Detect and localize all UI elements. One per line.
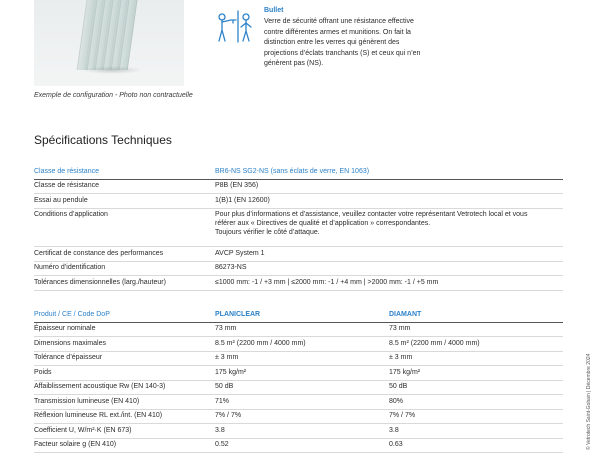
bullet-description-line: génèrent pas (NS). (264, 60, 324, 67)
diamant-value: 80% (389, 395, 563, 410)
row-label: Réflexion lumineuse RL ext./int. (EN 410) (34, 409, 215, 424)
table-row (34, 395, 563, 410)
row-value: AVCP System 1 (215, 247, 563, 262)
table-row (34, 276, 563, 291)
row-label: Épaisseur nominale (34, 322, 215, 337)
planiclear-value: 50 dB (215, 380, 389, 395)
diamant-value: 73 mm (389, 322, 563, 337)
row-value: P8B (EN 356) (215, 179, 563, 194)
spec-header-value: BR6-NS SG2-NS (sans éclats de verre, EN 1063) (215, 165, 563, 179)
spec-table-header (34, 165, 563, 179)
bullet-description-line: Verre de sécurité offrant une résistance effective (264, 18, 414, 25)
diamant-value: 7% / 7% (389, 409, 563, 424)
shooter-and-person-icon (214, 8, 254, 44)
table-row (34, 438, 563, 453)
table-row (34, 322, 563, 337)
row-value-line: Pour plus d’informations et d’assistance, veuillez contacter votre représentant Vetrotech local et vous (215, 211, 528, 218)
spec-table (34, 165, 563, 291)
table-row (34, 424, 563, 439)
planiclear-value: 71% (215, 395, 389, 410)
row-label: Certificat de constance des performances (34, 247, 215, 262)
copyright-note: © Vetrotech Saint-Gobain | Décembre 2024 (586, 353, 592, 450)
table-row (34, 247, 563, 262)
diamant-value: 8.5 m² (2200 mm / 4000 mm) (389, 337, 563, 352)
diamant-value: 3.8 (389, 424, 563, 439)
row-label: Dimensions maximales (34, 337, 215, 352)
planiclear-value: 73 mm (215, 322, 389, 337)
header-product: Produit / CE / Code DoP (34, 308, 215, 322)
bullet-description (264, 17, 454, 70)
bullet-description-line: distinction entre les verres qui génèrent des (264, 39, 400, 46)
product-photo (34, 0, 184, 86)
row-value: 86273-NS (215, 261, 563, 276)
table-row (34, 208, 563, 247)
row-value: 1(B)1 (EN 12600) (215, 194, 563, 209)
row-label: Conditions d’application (34, 208, 215, 247)
row-label: Coefficient U, W/m²·K (EN 673) (34, 424, 215, 439)
planiclear-value: 175 kg/m² (215, 366, 389, 381)
table-row (34, 351, 563, 366)
header-planiclear: PLANICLEAR (215, 308, 389, 322)
section-title: Spécifications Techniques (34, 133, 172, 147)
product-table (34, 308, 563, 453)
diamant-value: 50 dB (389, 380, 563, 395)
photo-shadow (82, 66, 142, 74)
table-row (34, 380, 563, 395)
diamant-value: 0.63 (389, 438, 563, 453)
planiclear-value: ± 3 mm (215, 351, 389, 366)
header-diamant: DIAMANT (389, 308, 563, 322)
row-label: Essai au pendule (34, 194, 215, 209)
table-row (34, 194, 563, 209)
planiclear-value: 8.5 m² (2200 mm / 4000 mm) (215, 337, 389, 352)
row-value: ≤1000 mm: -1 / +3 mm | ≤2000 mm: -1 / +4 mm | >2000 mm: -1 / +5 mm (215, 276, 563, 291)
planiclear-value: 0.52 (215, 438, 389, 453)
diamant-value: 175 kg/m² (389, 366, 563, 381)
row-label: Transmission lumineuse (EN 410) (34, 395, 215, 410)
photo-caption: Exemple de configuration - Photo non contractuelle (34, 92, 193, 99)
planiclear-value: 3.8 (215, 424, 389, 439)
row-label: Numéro d’identification (34, 261, 215, 276)
table-row (34, 337, 563, 352)
row-label: Classe de résistance (34, 179, 215, 194)
row-value-line: référer aux « Directives de qualité et d’application » correspondantes. (215, 220, 431, 227)
bullet-title: Bullet (264, 7, 284, 14)
table-row (34, 261, 563, 276)
row-value-line: Toujours vérifier le côté d’attaque. (215, 229, 320, 236)
product-table-header (34, 308, 563, 322)
spec-header-label: Classe de résistance (34, 165, 215, 179)
row-label: Tolérance d’épaisseur (34, 351, 215, 366)
table-row (34, 179, 563, 194)
row-label: Facteur solaire g (EN 410) (34, 438, 215, 453)
row-label: Poids (34, 366, 215, 381)
planiclear-value: 7% / 7% (215, 409, 389, 424)
table-row (34, 409, 563, 424)
bullet-description-line: projections d’éclats tranchants (S) et ceux qui n’en (264, 49, 421, 57)
bullet-description-line: contre différentes armes et munitions. On fait la (264, 28, 411, 36)
table-row (34, 366, 563, 381)
row-label: Affaiblissement acoustique Rw (EN 140-3) (34, 380, 215, 395)
row-value (215, 208, 563, 247)
row-label: Tolérances dimensionnelles (larg./hauteur) (34, 276, 215, 291)
diamant-value: ± 3 mm (389, 351, 563, 366)
